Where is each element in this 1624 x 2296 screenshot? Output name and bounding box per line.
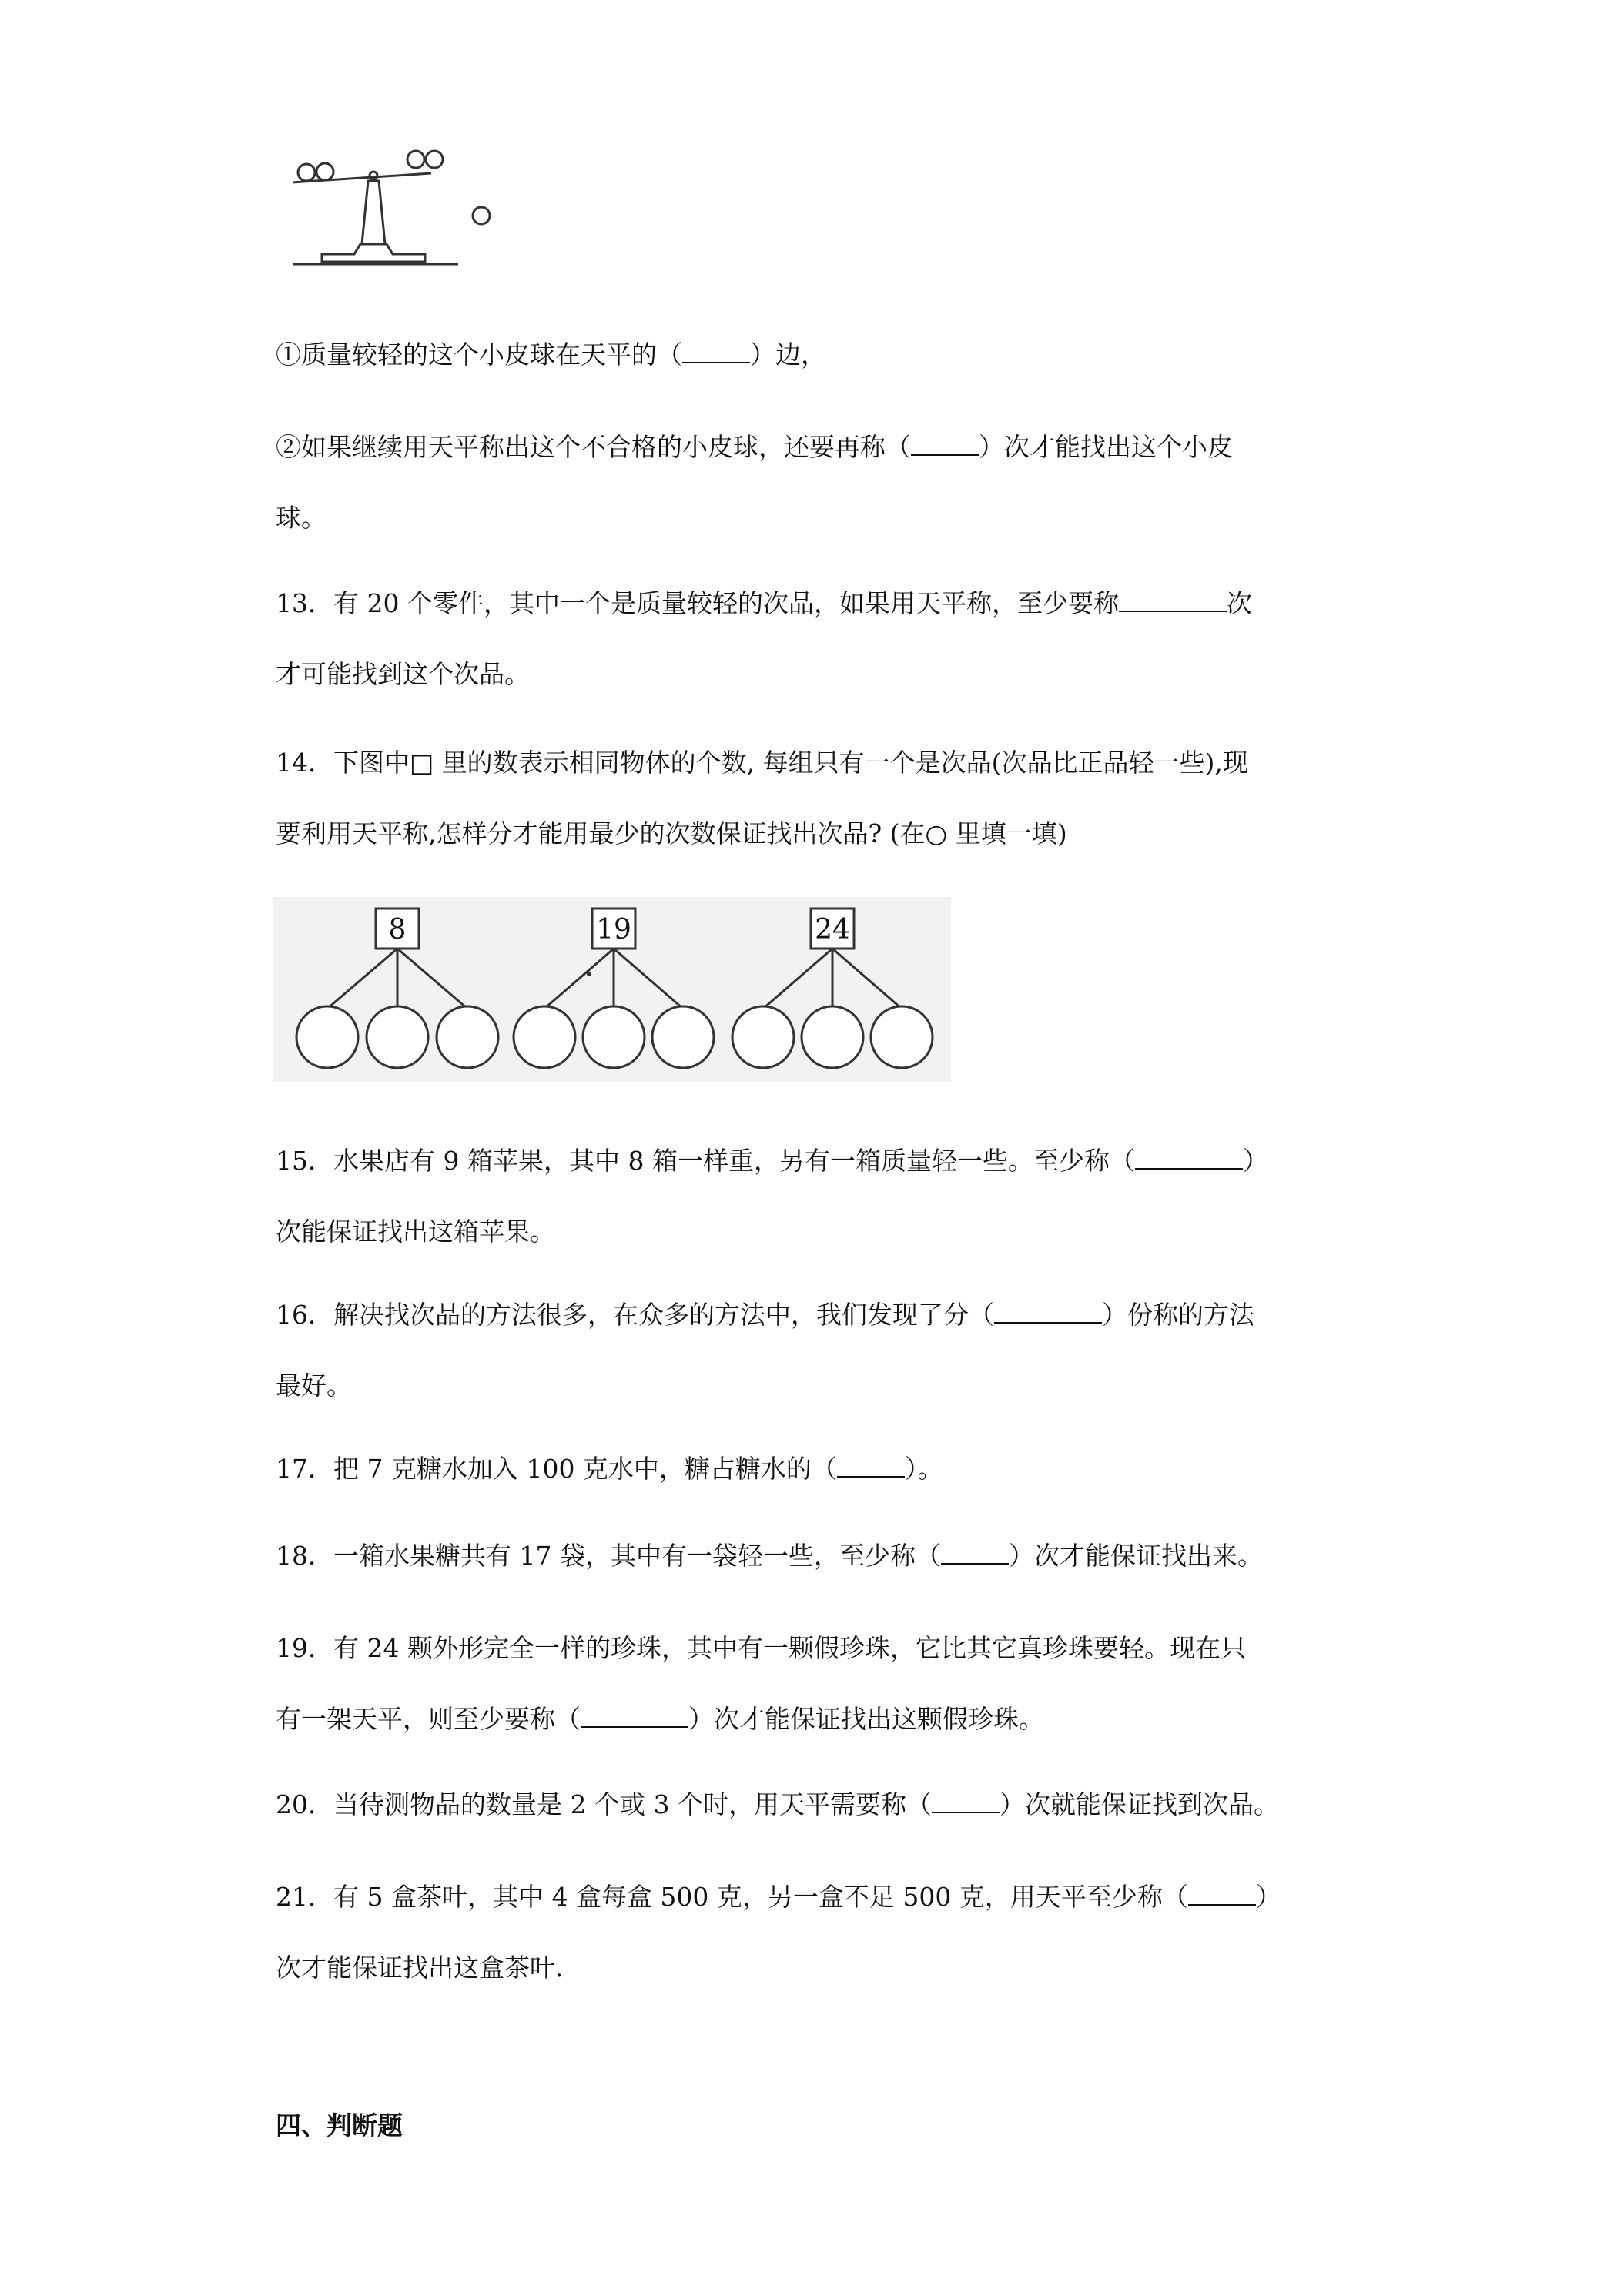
answer-blank[interactable] [994, 1299, 1102, 1324]
question-15: 15．水果店有 9 箱苹果，其中 8 箱一样重，另有一箱质量轻一些。至少称（ ） 次能保证找出这箱苹果。 [276, 1146, 1268, 1247]
question-19: 19．有 24 颗外形完全一样的珍珠，其中有一颗假珍珠，它比其它真珍珠要轻。现在只 有一架天平，则至少要称（ ）次才能保证找出这颗假珍珠。 [276, 1633, 1246, 1734]
question-17: 17．把 7 克糖水加入 100 克水中，糖占糖水的（ ）。 [276, 1454, 943, 1484]
tree-number-1: 8 [388, 914, 407, 946]
answer-circle[interactable] [652, 1006, 714, 1068]
question-12-2: ②如果继续用天平称出这个不合格的小皮球，还要再称（ ）次才能找出这个小皮 球。 [276, 432, 1233, 533]
answer-circle[interactable] [871, 1006, 933, 1068]
scale-base [322, 244, 425, 262]
answer-blank[interactable] [1135, 1145, 1243, 1170]
answer-circle[interactable] [437, 1006, 498, 1068]
right-ball-2 [426, 151, 443, 168]
question-14: 14．下图中□ 里的数表示相同物体的个数, 每组只有一个是次品(次品比正品轻一些),现 要利用天平称,怎样分才能用最少的次数保证找出次品? (在○ 里填一填) [276, 748, 1248, 848]
question-21: 21．有 5 盒茶叶，其中 4 盒每盒 500 克，另一盒不足 500 克，用天平至少称（ ） 次才能保证找出这盒茶叶. [276, 1882, 1281, 1983]
extra-ball [473, 207, 490, 224]
question-12-1: ①质量较轻的这个小皮球在天平的（ ）边， [276, 340, 826, 370]
answer-blank[interactable] [911, 431, 979, 456]
left-ball-2 [316, 163, 333, 180]
tree-number-2: 19 [596, 914, 631, 946]
question-18: 18．一箱水果糖共有 17 袋，其中有一袋轻一些，至少称（ ）次才能保证找出来。 [276, 1541, 1263, 1571]
tree-number-3: 24 [815, 914, 850, 946]
question-16: 16．解决找次品的方法很多，在众多的方法中，我们发现了分（ ）份称的方法 最好。 [276, 1300, 1254, 1401]
answer-circle[interactable] [583, 1006, 645, 1068]
question-20: 20．当待测物品的数量是 2 个或 3 个时，用天平需要称（ ）次就能保证找到次品。 [276, 1789, 1279, 1819]
balance-scale-figure [285, 142, 501, 273]
right-ball-1 [407, 151, 424, 168]
answer-blank[interactable] [941, 1540, 1009, 1565]
answer-blank[interactable] [1188, 1881, 1256, 1906]
section-heading: 四、判断题 [276, 2110, 403, 2140]
answer-circle[interactable] [514, 1006, 575, 1068]
scale-post [362, 181, 385, 244]
question-13: 13．有 20 个零件，其中一个是质量较轻的次品，如果用天平称，至少要称 次 才可能找到这个次品。 [276, 588, 1252, 689]
answer-circle[interactable] [367, 1006, 428, 1068]
scale-pivot [370, 172, 377, 179]
answer-blank[interactable] [581, 1703, 688, 1728]
answer-blank[interactable] [682, 339, 750, 363]
answer-circle[interactable] [802, 1006, 863, 1068]
grouping-tree-figure [273, 897, 951, 1082]
left-ball-1 [298, 164, 315, 181]
answer-blank[interactable] [837, 1453, 905, 1478]
answer-circle[interactable] [732, 1006, 794, 1068]
answer-blank[interactable] [932, 1789, 1000, 1813]
answer-circle[interactable] [296, 1006, 358, 1068]
answer-blank[interactable] [1119, 587, 1227, 612]
